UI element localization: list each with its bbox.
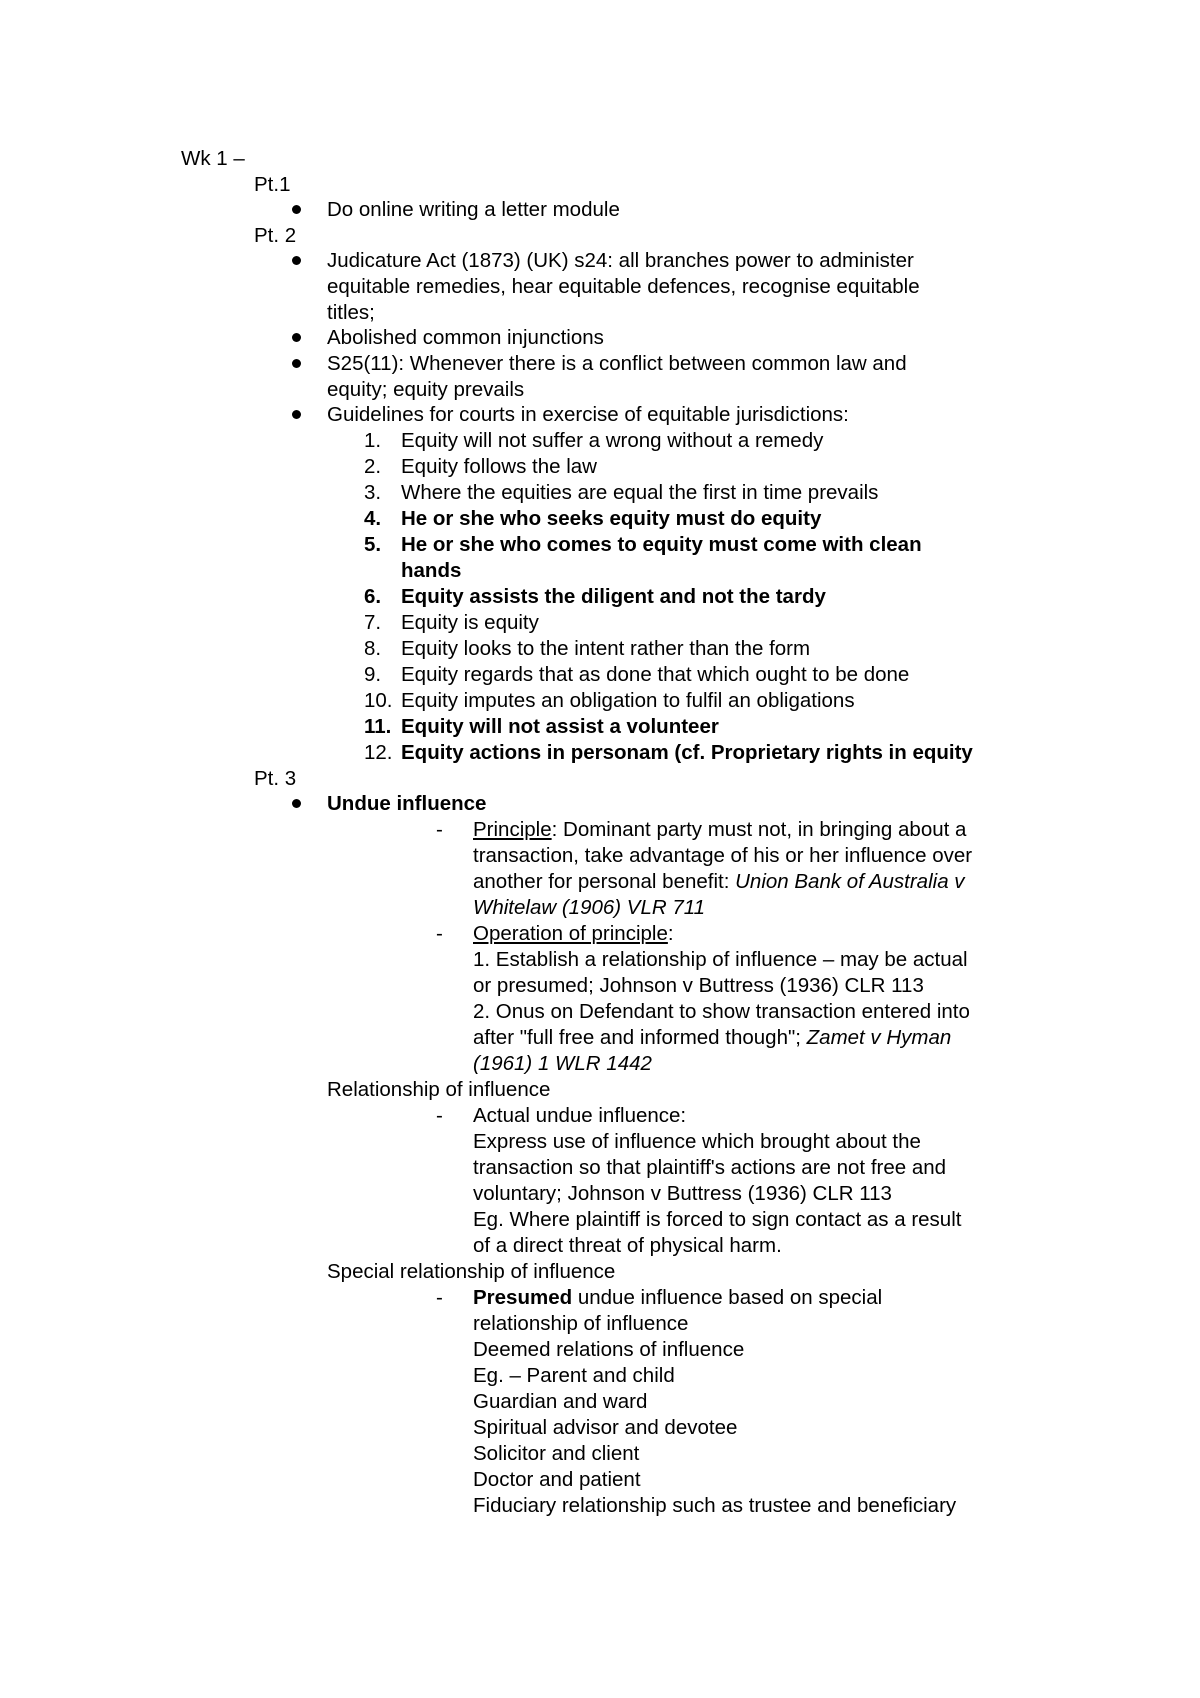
pt1-bullet-1: Do online writing a letter module <box>327 198 620 221</box>
principle-case-line-2: Whitelaw (1906) VLR 711 <box>473 896 706 919</box>
pt2-bullet-2: Abolished common injunctions <box>327 326 604 349</box>
bullet-icon <box>292 333 301 342</box>
part-1-label: Pt.1 <box>254 173 291 196</box>
pt3-bullet-undue-influence: Undue influence <box>327 792 487 815</box>
principle-text: another for personal benefit: <box>473 870 736 893</box>
maxim-number: 10. <box>364 689 393 712</box>
special-line: Spiritual advisor and devotee <box>473 1416 738 1439</box>
maxim-text: He or she who seeks equity must do equity <box>401 507 822 530</box>
special-line: Fiduciary relationship such as trustee and beneficiary <box>473 1494 957 1517</box>
principle-case: Union Bank of Australia v <box>735 870 965 893</box>
presumed-bold: Presumed <box>473 1286 573 1309</box>
special-line: Eg. – Parent and child <box>473 1364 675 1387</box>
actual-line: voluntary; Johnson v Buttress (1936) CLR 113 <box>473 1182 892 1205</box>
principle-line-2: transaction, take advantage of his or her influence over <box>473 844 973 867</box>
dash-marker: - <box>436 818 443 841</box>
maxim-text: Equity is equity <box>401 611 539 634</box>
operation-case: Zamet v Hyman <box>806 1026 952 1049</box>
principle-line-1 <box>473 817 966 843</box>
pt2-bullet-3-line-2: equity; equity prevails <box>327 378 525 401</box>
maxim-number: 4. <box>364 507 382 530</box>
bullet-icon <box>292 799 301 808</box>
maxim-text: He or she who comes to equity must come with clean <box>401 533 922 556</box>
actual-line: Actual undue influence: <box>473 1104 687 1127</box>
presumed-line <box>473 1285 882 1311</box>
operation-line: or presumed; Johnson v Buttress (1936) CLR 113 <box>473 974 924 997</box>
operation-line: 1. Establish a relationship of influence – may be actual <box>473 948 968 971</box>
bullet-icon <box>292 256 301 265</box>
special-heading: Special relationship of influence <box>327 1260 616 1283</box>
maxim-number: 1. <box>364 429 382 452</box>
operation-colon: : <box>667 922 674 945</box>
pt2-bullet-4: Guidelines for courts in exercise of equitable jurisdictions: <box>327 403 849 426</box>
principle-text: : Dominant party must not, in bringing about a <box>551 818 967 841</box>
maxim-number: 12. <box>364 741 393 764</box>
operation-case-line-2: (1961) 1 WLR 1442 <box>473 1052 652 1075</box>
special-line: relationship of influence <box>473 1312 689 1335</box>
actual-line: Eg. Where plaintiff is forced to sign contact as a result <box>473 1208 962 1231</box>
dash-marker: - <box>436 1104 443 1127</box>
maxim-number: 3. <box>364 481 382 504</box>
actual-line: of a direct threat of physical harm. <box>473 1234 782 1257</box>
part-3-label: Pt. 3 <box>254 767 297 790</box>
pt2-bullet-1-line-1: Judicature Act (1873) (UK) s24: all branches power to administer <box>327 249 914 272</box>
maxim-text: Equity regards that as done that which ought to be done <box>401 663 910 686</box>
maxim-number: 9. <box>364 663 382 686</box>
week-heading: Wk 1 – <box>181 147 245 170</box>
operation-heading <box>473 921 674 947</box>
bullet-icon <box>292 359 301 368</box>
maxim-number: 6. <box>364 585 382 608</box>
maxim-number: 11. <box>364 715 392 738</box>
maxim-text: Equity assists the diligent and not the tardy <box>401 585 826 608</box>
pt2-bullet-1-line-2: equitable remedies, hear equitable defences, recognise equitable <box>327 275 920 298</box>
operation-line <box>473 1025 951 1051</box>
relationship-heading: Relationship of influence <box>327 1078 551 1101</box>
maxim-text: Equity follows the law <box>401 455 597 478</box>
presumed-text: undue influence based on special <box>572 1286 883 1309</box>
maxim-text: Equity will not suffer a wrong without a remedy <box>401 429 824 452</box>
maxim-text: Equity imputes an obligation to fulfil an obligations <box>401 689 855 712</box>
maxim-text-continued: hands <box>401 559 462 582</box>
maxim-number: 7. <box>364 611 382 634</box>
part-2-label: Pt. 2 <box>254 224 297 247</box>
dash-marker: - <box>436 922 443 945</box>
principle-line-3 <box>473 869 965 895</box>
pt2-bullet-3-line-1: S25(11): Whenever there is a conflict between common law and <box>327 352 907 375</box>
maxim-number: 2. <box>364 455 382 478</box>
operation-label: Operation of principle <box>473 922 668 945</box>
special-line: Solicitor and client <box>473 1442 640 1465</box>
operation-text: after "full free and informed though"; <box>473 1026 807 1049</box>
special-line: Deemed relations of influence <box>473 1338 745 1361</box>
maxim-text: Equity will not assist a volunteer <box>401 715 719 738</box>
pt2-bullet-1-line-3: titles; <box>327 301 375 324</box>
maxim-number: 8. <box>364 637 382 660</box>
dash-marker: - <box>436 1286 443 1309</box>
operation-line: 2. Onus on Defendant to show transaction entered into <box>473 1000 970 1023</box>
maxim-text: Equity actions in personam (cf. Proprietary rights in equity <box>401 741 973 764</box>
actual-line: Express use of influence which brought about the <box>473 1130 921 1153</box>
actual-line: transaction so that plaintiff's actions are not free and <box>473 1156 947 1179</box>
special-line: Doctor and patient <box>473 1468 641 1491</box>
special-line: Guardian and ward <box>473 1390 648 1413</box>
maxim-text: Where the equities are equal the first in time prevails <box>401 481 879 504</box>
maxim-number: 5. <box>364 533 382 556</box>
maxim-text: Equity looks to the intent rather than the form <box>401 637 811 660</box>
bullet-icon <box>292 205 301 214</box>
principle-label: Principle <box>473 818 552 841</box>
bullet-icon <box>292 410 301 419</box>
